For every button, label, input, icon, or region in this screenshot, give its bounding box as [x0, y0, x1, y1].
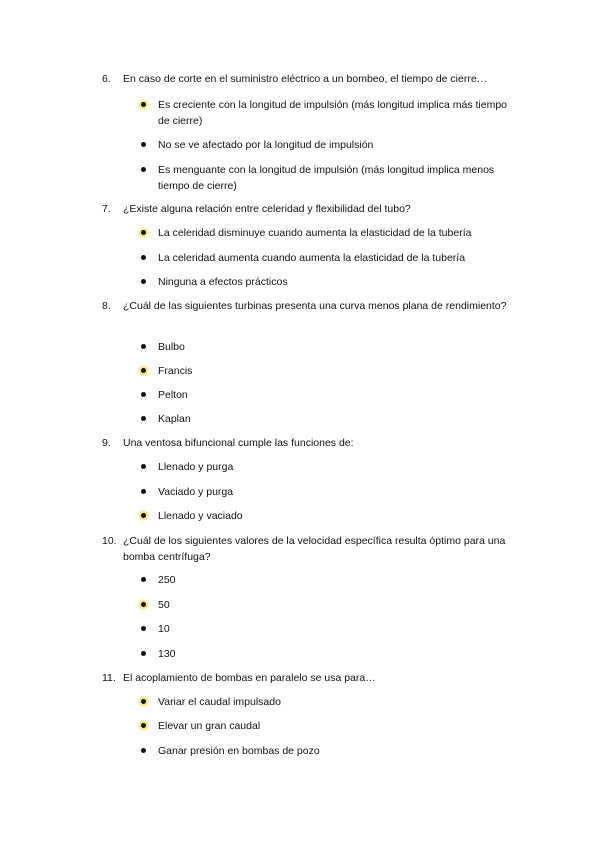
- highlighted-bullet-icon: [139, 511, 148, 520]
- option-text: Es menguante con la longitud de impulsión (más longitud implica menos tiempo de cierre): [158, 164, 495, 192]
- bullet-icon: [141, 416, 146, 421]
- option-text: 250: [158, 574, 176, 586]
- option-text: Llenado y purga: [158, 461, 234, 473]
- question-7: [102, 201, 522, 217]
- option-text: Elevar un gran caudal: [158, 720, 261, 732]
- bullet-icon: [141, 577, 146, 582]
- option-10d: [141, 646, 521, 662]
- bullet-icon: [141, 392, 146, 397]
- option-10c: [141, 621, 521, 637]
- highlighted-bullet-icon: [139, 100, 148, 109]
- highlighted-bullet-icon: [139, 600, 148, 609]
- option-11b: [141, 718, 521, 734]
- option-text: Francis: [158, 365, 193, 377]
- option-text: Ganar presión en bombas de pozo: [158, 745, 320, 757]
- question-11: [102, 670, 522, 686]
- question-number: 7.: [102, 203, 111, 215]
- option-text: Bulbo: [158, 341, 185, 353]
- option-text: Variar el caudal impulsado: [158, 696, 281, 708]
- option-text: La celeridad disminuye cuando aumenta la elasticidad de la tubería: [158, 227, 472, 239]
- bullet-icon: [141, 279, 146, 284]
- highlighted-bullet-icon: [139, 721, 148, 730]
- option-11a: [141, 694, 521, 710]
- option-text: La celeridad aumenta cuando aumenta la elasticidad de la tubería: [158, 252, 466, 264]
- option-7a: [141, 225, 521, 241]
- bullet-icon: [141, 344, 146, 349]
- bullet-icon: [141, 651, 146, 656]
- question-text: ¿Existe alguna relación entre celeridad y flexibilidad del tubo?: [123, 203, 411, 215]
- question-6: [102, 71, 522, 87]
- option-text: 50: [158, 599, 170, 611]
- option-text: No se ve afectado por la longitud de impulsión: [158, 139, 374, 151]
- option-text: 10: [158, 623, 170, 635]
- option-text: Pelton: [158, 389, 188, 401]
- question-text: ¿Cuál de los siguientes valores de la velocidad específica resulta óptimo para una bomba centrífuga?: [123, 535, 506, 563]
- bullet-icon: [141, 489, 146, 494]
- option-8a: [141, 339, 521, 355]
- highlighted-bullet-icon: [139, 228, 148, 237]
- option-text: 130: [158, 648, 176, 660]
- question-number: 9.: [102, 437, 111, 449]
- bullet-icon: [141, 748, 146, 753]
- question-number: 8.: [102, 300, 111, 312]
- option-text: Kaplan: [158, 413, 191, 425]
- option-7b: [141, 250, 521, 266]
- option-8d: [141, 411, 521, 427]
- question-8: [102, 298, 522, 314]
- option-text: Ninguna a efectos prácticos: [158, 276, 288, 288]
- bullet-icon: [141, 142, 146, 147]
- option-11c: [141, 743, 521, 759]
- option-8c: [141, 387, 521, 403]
- option-text: Llenado y vaciado: [158, 510, 243, 522]
- question-10: [102, 533, 522, 565]
- option-9b: [141, 484, 521, 500]
- option-10a: [141, 572, 521, 588]
- option-9a: [141, 459, 521, 475]
- option-text: Es creciente con la longitud de impulsión (más longitud implica más tiempo de cierre): [158, 99, 508, 127]
- bullet-icon: [141, 167, 146, 172]
- question-text: Una ventosa bifuncional cumple las funciones de:: [123, 437, 354, 449]
- bullet-icon: [141, 626, 146, 631]
- question-number: 10.: [102, 535, 117, 547]
- option-6b: [141, 137, 521, 153]
- question-number: 6.: [102, 73, 111, 85]
- question-9: [102, 435, 522, 451]
- option-6c: [141, 162, 521, 194]
- question-text: El acoplamiento de bombas en paralelo se usa para…: [123, 672, 376, 684]
- option-text: Vaciado y purga: [158, 486, 234, 498]
- question-text: ¿Cuál de las siguientes turbinas presenta una curva menos plana de rendimiento?: [123, 300, 507, 312]
- option-8b: [141, 363, 521, 379]
- option-9c: [141, 508, 521, 524]
- bullet-icon: [141, 255, 146, 260]
- option-6a: [141, 97, 521, 129]
- question-text: En caso de corte en el suministro eléctrico a un bombeo, el tiempo de cierre…: [123, 73, 488, 85]
- highlighted-bullet-icon: [139, 697, 148, 706]
- option-10b: [141, 597, 521, 613]
- question-number: 11.: [102, 672, 116, 684]
- bullet-icon: [141, 464, 146, 469]
- option-7c: [141, 274, 521, 290]
- highlighted-bullet-icon: [139, 366, 148, 375]
